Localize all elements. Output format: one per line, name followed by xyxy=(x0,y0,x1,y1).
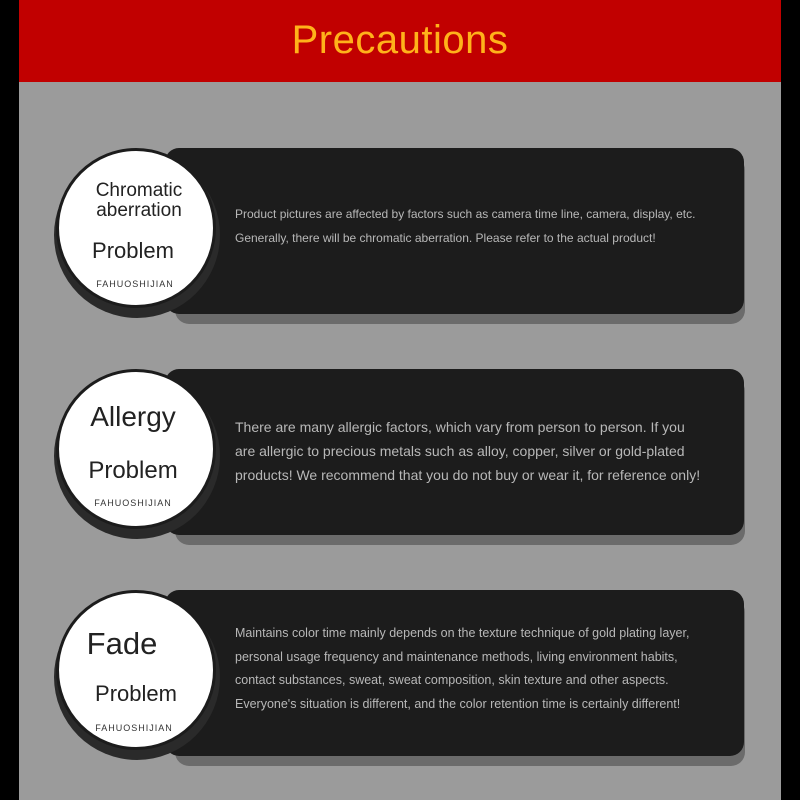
badge-brand: FAHUOSHIJIAN xyxy=(94,498,172,508)
header-banner xyxy=(19,0,781,82)
card-chromatic-aberration xyxy=(55,148,763,316)
description-line: Product pictures are affected by factors such as camera time line, camera, display, etc. xyxy=(235,207,696,221)
description-line: are allergic to precious metals such as alloy, copper, silver or gold-plated xyxy=(235,443,685,459)
badge-subtitle: Problem xyxy=(95,681,177,706)
badge-title-line1: Chromatic xyxy=(95,180,183,201)
description-line: products! We recommend that you do not buy or wear it, for reference only! xyxy=(235,467,701,483)
card-description xyxy=(235,202,725,250)
card-description xyxy=(235,622,725,717)
page xyxy=(19,0,781,800)
card-badge-circle xyxy=(56,590,216,750)
card-allergy xyxy=(55,369,763,537)
card-badge-circle xyxy=(56,369,216,529)
card-badge-circle xyxy=(56,148,216,308)
description-line: contact substances, sweat, sweat composition, skin texture and other aspects. xyxy=(235,673,669,688)
badge-title-line2: aberration xyxy=(96,200,182,221)
badge-subtitle: Problem xyxy=(88,457,178,484)
description-line: Everyone's situation is different, and the color retention time is certainly different! xyxy=(235,697,681,712)
description-line: Maintains color time mainly depends on the texture technique of gold plating layer, xyxy=(235,626,690,640)
description-line: There are many allergic factors, which vary from person to person. If you xyxy=(235,419,685,435)
card-description xyxy=(235,415,725,487)
badge-brand: FAHUOSHIJIAN xyxy=(95,723,173,733)
badge-subtitle: Problem xyxy=(92,238,174,263)
page-title: Precautions xyxy=(291,17,509,62)
card-fade xyxy=(55,590,763,758)
badge-title-line1: Allergy xyxy=(90,401,176,432)
description-line: personal usage frequency and maintenance methods, living environment habits, xyxy=(235,649,678,664)
description-line: Generally, there will be chromatic aberration. Please refer to the actual product! xyxy=(235,231,656,245)
badge-title-line1: Fade xyxy=(86,626,158,661)
badge-brand: FAHUOSHIJIAN xyxy=(96,279,174,289)
